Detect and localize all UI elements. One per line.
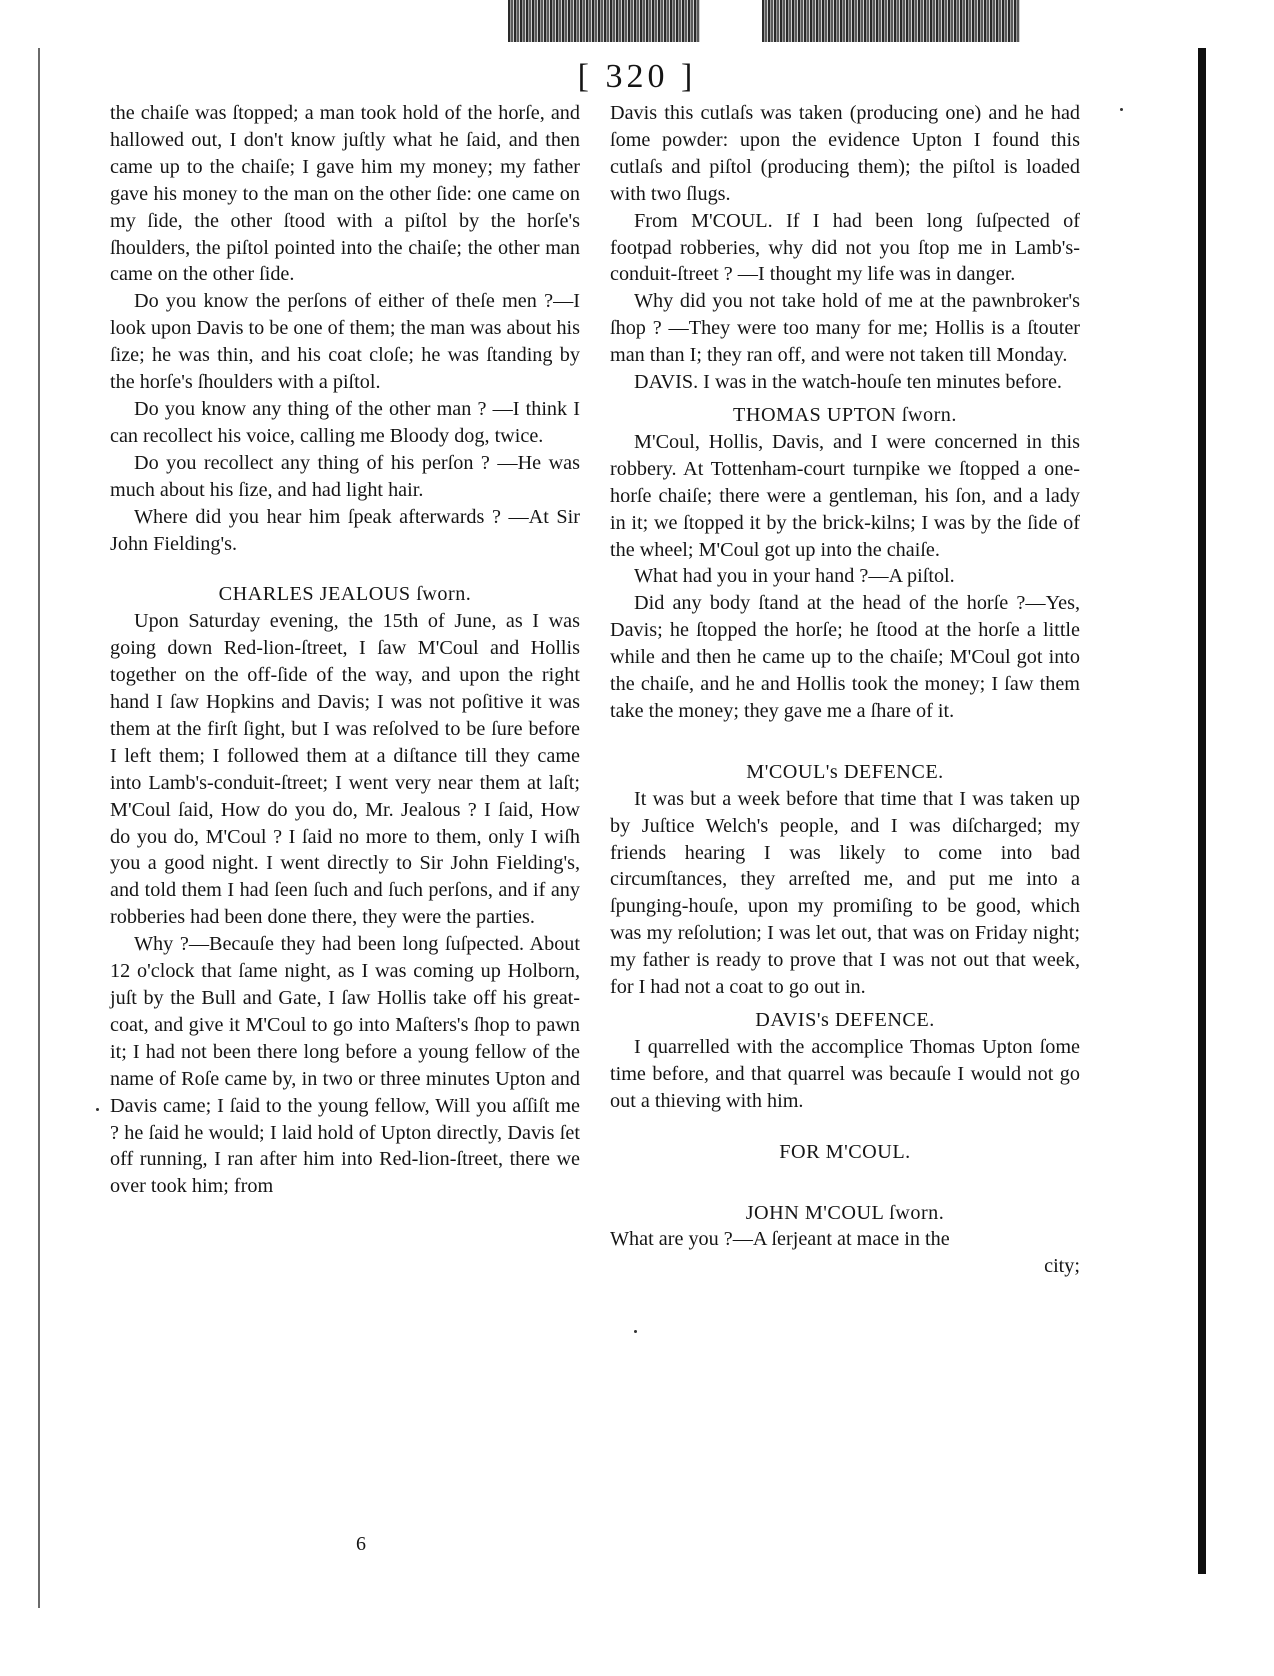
paragraph: Why did you not take hold of me at the pawnbroker's ſhop ? —They were too many for me; Hollis is a ſtouter man than I; they ran off, and were not taken till Monday. bbox=[610, 290, 1080, 367]
paragraph: From M'COUL. If I had been long ſuſpected of footpad robberies, why did not you ſtop me in Lamb's-conduit-ſtreet ? —I thought my life was in danger. bbox=[610, 209, 1080, 286]
left-margin-rule bbox=[38, 48, 40, 1608]
paragraph: city; bbox=[1044, 1255, 1080, 1278]
left-column bbox=[110, 100, 580, 1200]
paragraph: Upon Saturday evening, the 15th of June, as I was going down Red-lion-ſtreet, I ſaw M'Coul and Hollis together on the off-ſide of the way, and upon the right hand I ſaw Hopkins and Davis; I was not poſitive it was them at the firſt ſight, but I was reſolved to be ſure before I left them; I followed them at a diſtance till they came into Lamb's-conduit-ſtreet; I went very near them at laſt; M'Coul ſaid, How do you do, Mr. Jealous ? I ſaid, How do you do, M'Coul ? I ſaid no more to them, only I wiſh you a good night. I went directly to Sir John Fielding's, and told them I had ſeen ſuch and ſuch perſons, and if any robberies had been done there, they were the parties. bbox=[110, 610, 580, 929]
paragraph: What had you in your hand ?—A piſtol. bbox=[634, 565, 955, 588]
paragraph: Do you know any thing of the other man ? —I think I can recollect his voice, calling me Bloody dog, twice. bbox=[110, 397, 580, 447]
right-column bbox=[610, 100, 1080, 1280]
page-header-ornament-left bbox=[508, 0, 700, 42]
section-heading: M'COUL's DEFENCE. bbox=[746, 760, 944, 783]
paragraph: I quarrelled with the accomplice Thomas Upton ſome time before, and that quarrel was becauſe I would not go out a thieving with him. bbox=[610, 1035, 1080, 1112]
section-heading: THOMAS UPTON ſworn. bbox=[733, 403, 957, 426]
paragraph: Did any body ſtand at the head of the horſe ?—Yes, Davis; he ſtopped the horſe; he ſtood at the horſe a little while and then he came up to the chaiſe; M'Coul got into the chaiſe, and he and Hollis took the money; I ſaw them take the money; they gave me a ſhare of it. bbox=[610, 592, 1080, 722]
section-heading: FOR M'COUL. bbox=[779, 1140, 911, 1163]
speck bbox=[634, 1330, 637, 1333]
section-heading: DAVIS's DEFENCE. bbox=[755, 1009, 935, 1031]
paragraph: Do you recollect any thing of his perſon ? —He was much about his ſize, and had light hair. bbox=[110, 451, 580, 501]
signature-mark: 6 bbox=[356, 1533, 366, 1555]
section-heading: JOHN M'COUL ſworn. bbox=[745, 1201, 945, 1224]
paragraph: DAVIS. I was in the watch-houſe ten minutes before. bbox=[634, 371, 1062, 394]
paragraph: Do you know the perſons of either of theſe men ?—I look upon Davis to be one of them; the man was about his ſize; he was thin, and his coat cloſe; he was ſtanding by the horſe's ſhoulders with a piſtol. bbox=[110, 290, 580, 394]
paragraph: Where did you hear him ſpeak afterwards ? —At Sir John Fielding's. bbox=[110, 505, 580, 555]
paragraph: It was but a week before that time that I was taken up by Juſtice Welch's people, and I was diſcharged; my friends hearing I was likely to come into bad circumſtances, they arreſted me, and put me into a ſpunging-houſe, upon my promiſing to be good, which was my reſolution; I was let out, that was on Friday night; my father is ready to prove that I was not out that week, for I had not a coat to go out in. bbox=[610, 787, 1080, 999]
paragraph: What are you ?—A ſerjeant at mace in the bbox=[610, 1228, 950, 1251]
paragraph: the chaiſe was ſtopped; a man took hold of the horſe, and hallowed out, I don't know juſtly what he ſaid, and then came up to the chaiſe; I gave him my money; my father gave his money to the man on the other ſide: one came on my ſide, the other ſtood with a piſtol by the horſe's ſhoulders, the piſtol pointed into the chaiſe; the other man came on the other ſide. bbox=[110, 102, 580, 286]
paragraph: M'Coul, Hollis, Davis, and I were concerned in this robbery. At Tottenham-court turnpike we ſtopped a one-horſe chaiſe; there were a gentleman, his ſon, and a lady in it; we ſtopped it by the brick-kilns; I was by the ſide of the wheel; M'Coul got up into the chaiſe. bbox=[610, 430, 1080, 561]
section-heading: CHARLES JEALOUS ſworn. bbox=[218, 583, 472, 606]
binding-edge bbox=[1198, 48, 1206, 1574]
speck bbox=[96, 1108, 99, 1111]
paragraph: Why ?—Becauſe they had been long ſuſpected. About 12 o'clock that ſame night, as I was coming up Holborn, juſt by the Bull and Gate, I ſaw Hollis take off his great-coat, and give it M'Coul to go into Maſters's ſhop to pawn it; I had not been there long before a young fellow of the name of Roſe came by, in two or three minutes Upton and Davis came; I ſaid to the young fellow, Will you aſſiſt me ? he ſaid he would; I laid hold of Upton directly, Davis ſet off running, I ran after him into Red-lion-ſtreet, there we over took him; from bbox=[110, 933, 580, 1198]
page-header-ornament-right bbox=[762, 0, 1020, 42]
paragraph: Davis this cutlaſs was taken (producing one) and he had ſome powder: upon the evidence Upton I found this cutlaſs and piſtol (producing them); the piſtol is loaded with two ſlugs. bbox=[610, 102, 1080, 205]
page-number: [ 320 ] bbox=[577, 58, 697, 95]
speck bbox=[1120, 108, 1123, 111]
